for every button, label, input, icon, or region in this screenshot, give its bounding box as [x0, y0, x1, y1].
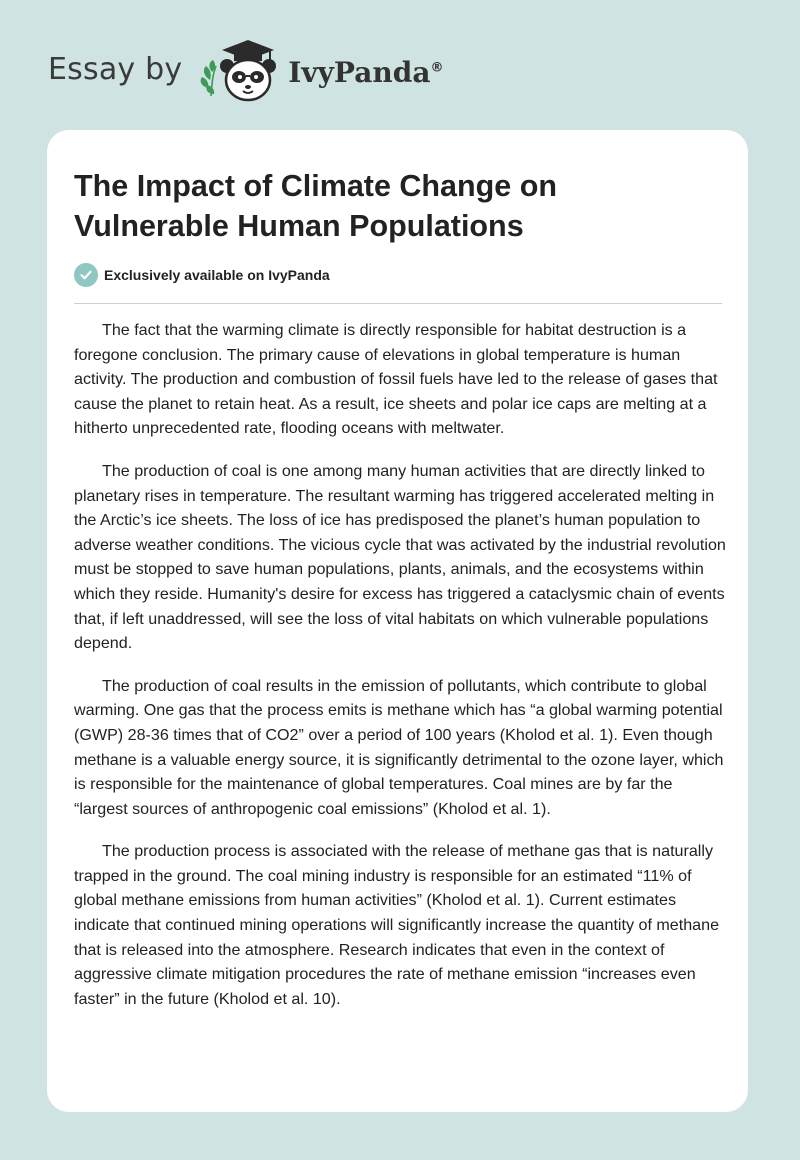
divider — [74, 303, 722, 304]
check-circle-icon — [74, 263, 98, 287]
paragraph-4: The production process is associated with the release of methane gas that is naturally trapped in the ground. The coal mining industry is responsible for an estimated “11% of global methane emissions from human activities” (Kholod et al. 1). Current estimates indicate that continued mining operations will significantly increase the quantity of methane that is released into the atmosphere. Research indicates that even in the context of aggressive climate mitigation procedures the rate of methane emission “increases even faster” in the future (Kholod et al. 10). — [74, 842, 720, 1008]
essay-body — [74, 318, 726, 1029]
essay-card — [47, 130, 748, 1112]
essay-title: The Impact of Climate Change on Vulnerable Human Populations — [74, 169, 557, 243]
registered-mark: ® — [430, 60, 444, 76]
brand-name[interactable]: IvyPanda® — [288, 55, 444, 89]
essay-by-label: Essay by — [48, 51, 183, 87]
paragraph-3: The production of coal results in the emission of pollutants, which contribute to global warming. One gas that the process emits is methane which has “a global warming potential (GWP) 28-36 times that of CO2” over a period of 100 years (Kholod et al. 1). Even though methane is a valuable energy source, it is significantly detrimental to the ozone layer, which is responsible for the maintenance of global temperatures. Coal mines are by far the “largest sources of anthropogenic coal emissions” (Kholod et al. 1). — [74, 676, 724, 818]
exclusive-notice — [74, 263, 330, 287]
paragraph-1: The fact that the warming climate is directly responsible for habitat destruction is a foregone conclusion. The primary cause of elevations in global temperature is human activity. The production and combustion of fossil fuels have led to the release of gases that cause the planet to retain heat. As a result, ice sheets and polar ice caps are melting at a hitherto unprecedented rate, flooding oceans with meltwater. — [74, 321, 718, 438]
paragraph-2: The production of coal is one among many human activities that are directly linked to planetary rises in temperature. The resultant warming has triggered accelerated melting in the Arctic’s ice sheets. The loss of ice has predisposed the planet’s human population to adverse weather conditions. The vicious cycle that was activated by the industrial revolution must be stopped to save human populations, plants, animals, and the ecosystems within which they reside. Humanity's desire for excess has triggered a cataclysmic chain of events that, if left unaddressed, will see the loss of vital habitats on which vulnerable populations depend. — [74, 461, 726, 653]
panda-graduate-icon[interactable] — [196, 36, 286, 108]
exclusive-label: Exclusively available on IvyPanda — [104, 267, 330, 283]
site-header — [48, 36, 443, 108]
